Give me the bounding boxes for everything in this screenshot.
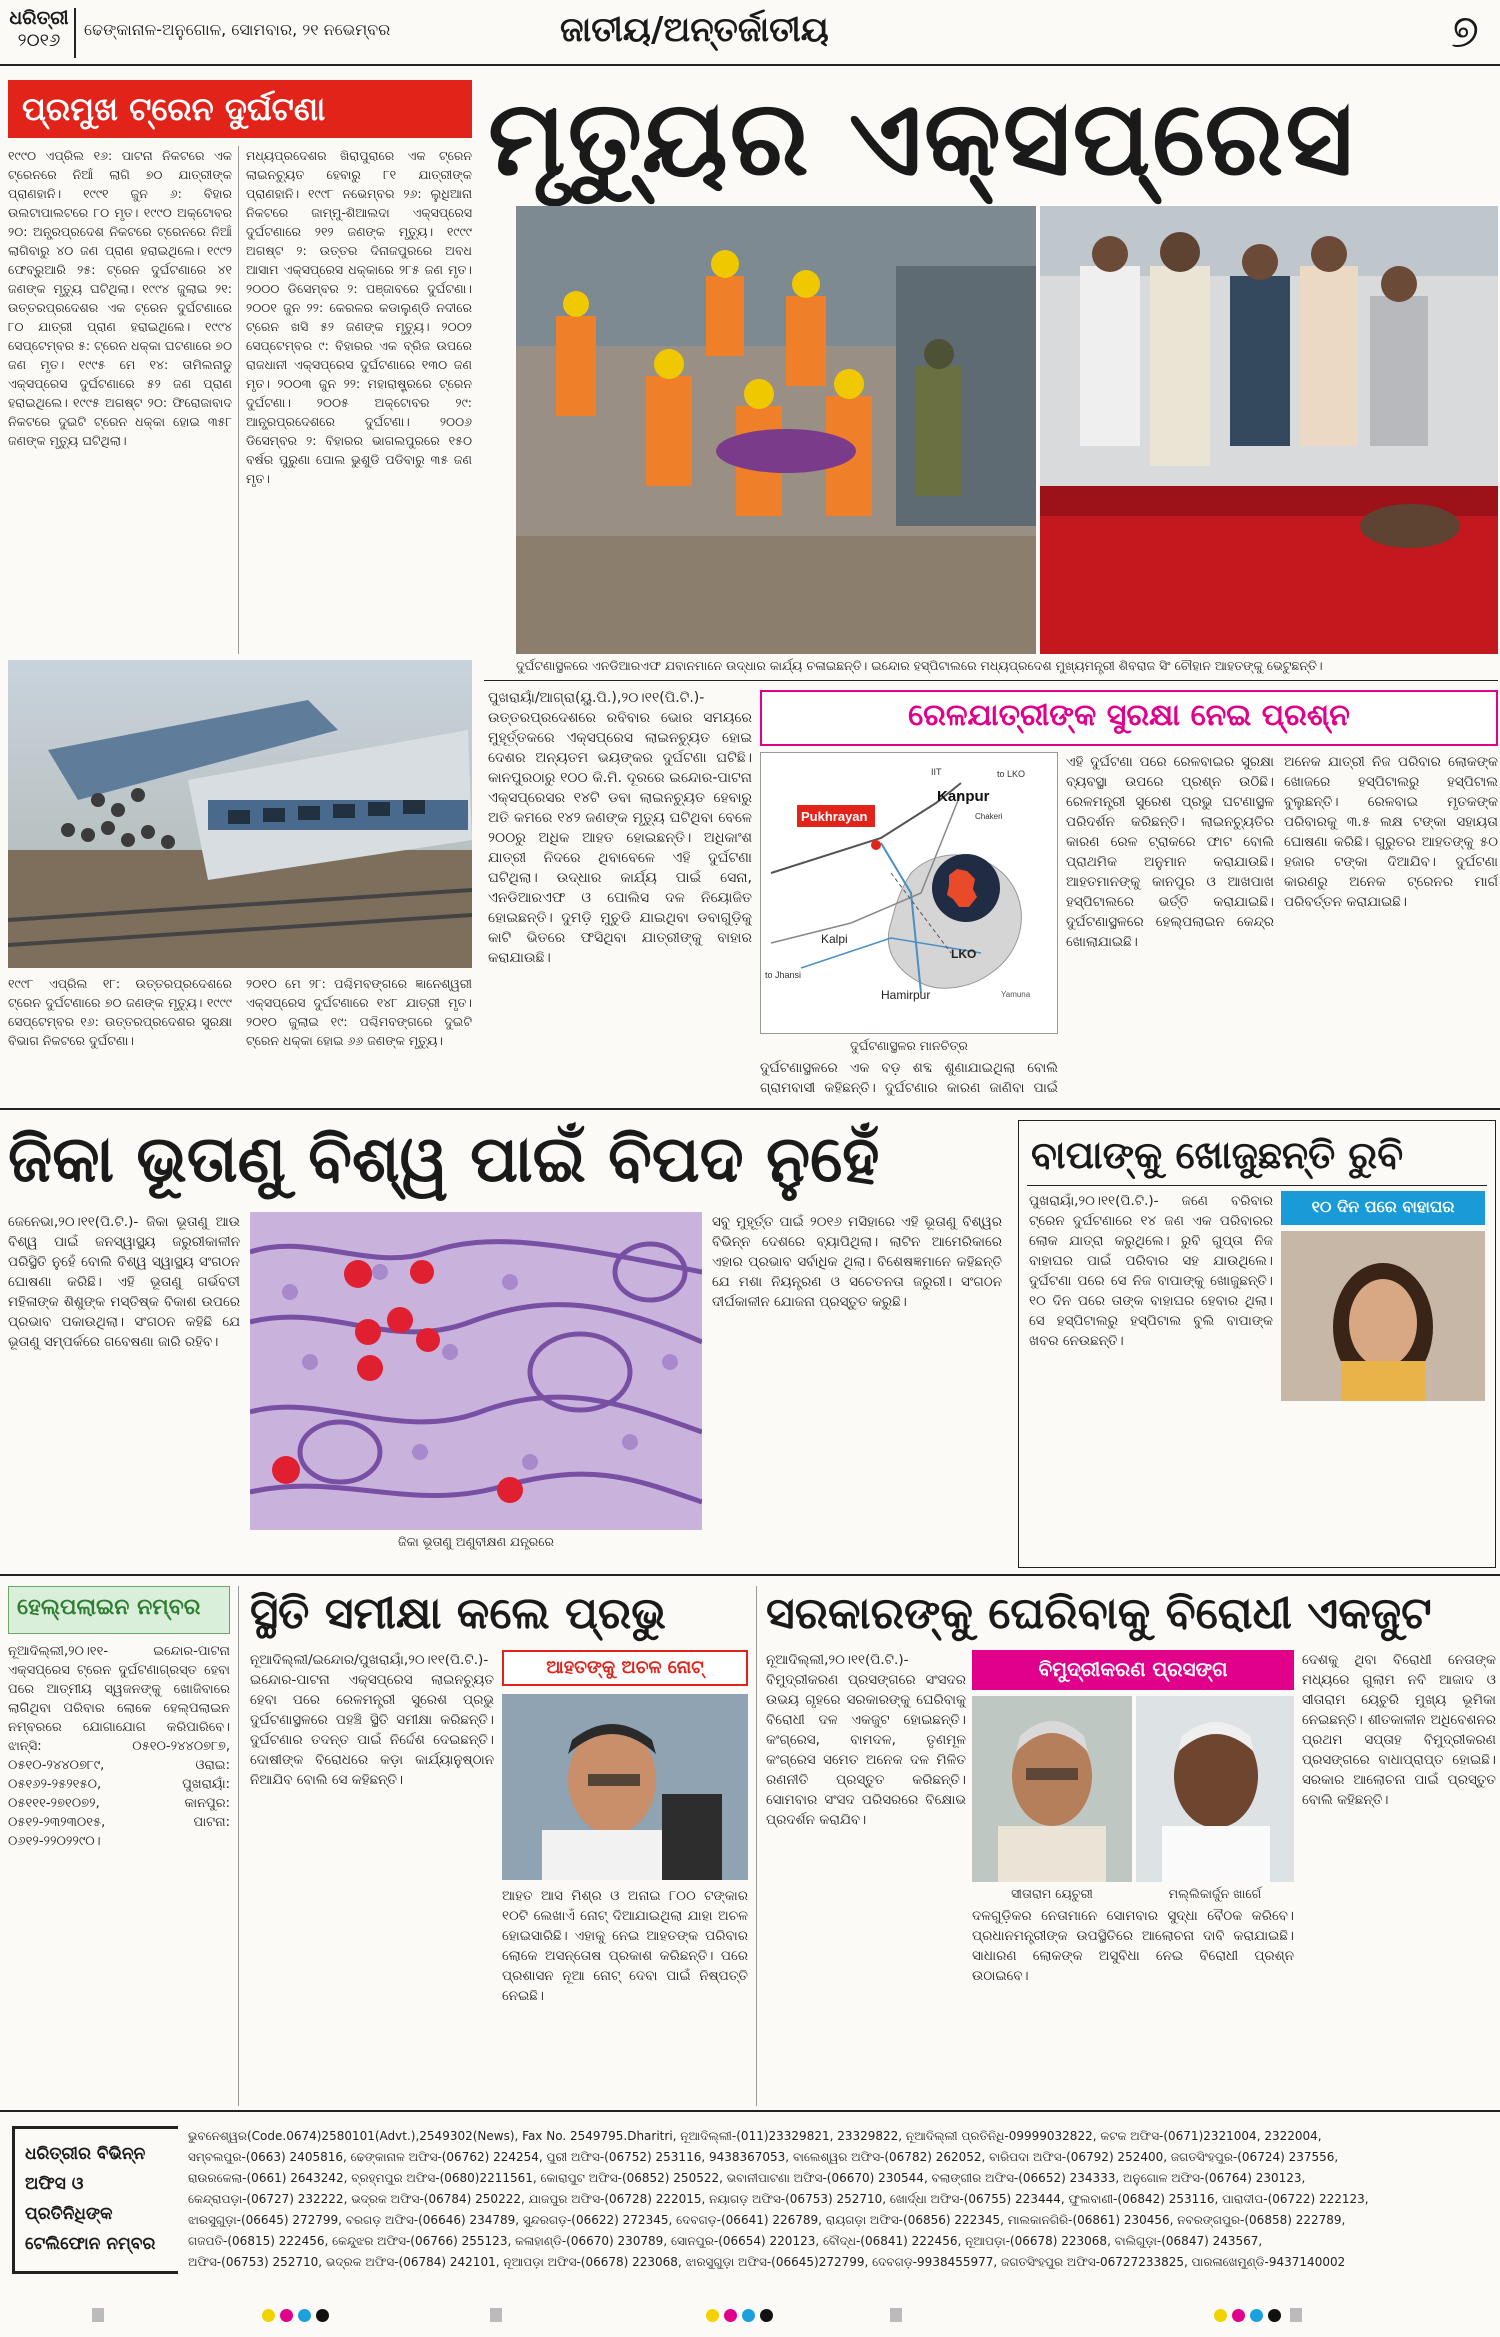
footer-phone-list	[188, 2126, 1494, 2276]
opposition-headline: ସରକାରଙ୍କୁ ଘେରିବାକୁ ବିରୋଧୀ ଏକଜୁଟ	[766, 1588, 1432, 1639]
rubi-story-box	[1018, 1120, 1496, 1568]
lead-headline: ମୃତ୍ୟୁର ଏକ୍ସପ୍ରେସ	[488, 77, 1356, 199]
map-label-pukhrayan: Pukhrayan	[801, 809, 868, 824]
brand-year: ୨୦୧୬	[17, 30, 61, 51]
kharge-caption: ମଲ୍ଲିକାର୍ଜୁନ ଖାର୍ଗେ	[1168, 1886, 1262, 1901]
rubi-tag: ୧୦ ଦିନ ପରେ ବାହାଘର	[1281, 1191, 1485, 1225]
footer-line: ରାଉରକେଲା-(0661) 2643242, ବ୍ରହ୍ମପୁର ଅଫିସ-(0680)2211561, କୋରାପୁଟ ଅଫିସ-(06852) 250522, ଭବାନୀପାଟଣା ଅଫିସ-(06670) 230544, ବଲାଙ୍ଗୀର ଅଫିସ-(06652) 234333, ଅନୁଗୋଳ ଅଫିସ-(06764) 230123,	[188, 2171, 1306, 2185]
kharge-photo	[1136, 1696, 1294, 1882]
map-label-kalpi: Kalpi	[821, 932, 848, 946]
opposition-tag-box: ବିମୁଦ୍ରୀକରଣ ପ୍ରସଙ୍ଗ	[972, 1650, 1294, 1690]
sidebar-col-right: ମଧ୍ୟପ୍ରଦେଶର ଖିରାପୁରାରେ ଏକ ଟ୍ରେନ ଲାଇନଚ୍ୟୁତ ହେବାରୁ ୮୧ ଯାତ୍ରୀଙ୍କ ପ୍ରାଣହାନି। ୧୯୯୮ ନଭେମ୍ବର ୨୬: ଲୁଧିଆନା ନିକଟରେ ଜାମ୍ମୁ-ଶିଆଲଦା ଏକ୍ସପ୍ରେସ ଦୁର୍ଘଟଣାରେ ୨୧୨ ଜଣଙ୍କ ମୃତ୍ୟୁ। ୧୯୯୯ ଅଗଷ୍ଟ ୨: ଉତ୍ତର ଦିନାଜପୁରରେ ଅବଧ ଆସାମ ଏକ୍ସପ୍ରେସ ଧକ୍କାରେ ୨୮୫ ଜଣ ମୃତ। ୨୦୦୦ ଡିସେମ୍ବର ୨: ପଞ୍ଜାବରେ ଦୁର୍ଘଟଣା। ୨୦୦୧ ଜୁନ ୨୨: କେରଳର କଡାଲୁଣ୍ଡି ନଦୀରେ ଟ୍ରେନ ଖସି ୫୨ ଜଣଙ୍କ ମୃତ୍ୟୁ। ୨୦୦୨ ସେପ୍ଟେମ୍ବର ୯: ବିହାରର ଏକ ବ୍ରିଜ ଉପରେ ରାଜଧାନୀ ଏକ୍ସପ୍ରେସ ଦୁର୍ଘଟଣାରେ ୧୩୦ ଜଣ ମୃତ। ୨୦୦୩ ଜୁନ ୨୨: ମହାରାଷ୍ଟ୍ରରେ ଟ୍ରେନ ଦୁର୍ଘଟଣା। ୨୦୦୫ ଅକ୍ଟୋବର ୨୯: ଆନ୍ଧ୍ରପ୍ରଦେଶରେ ଦୁର୍ଘଟଣା। ୨୦୦୬ ଡିସେମ୍ବର ୨: ବିହାରର ଭାଗଲପୁରରେ ୧୫୦ ବର୍ଷର ପୁରୁଣା ପୋଲ ଭୁଶୁଡି ପଡିବାରୁ ୩୫ ଜଣ ମୃତ।	[246, 148, 472, 486]
footer-line: ଅଫିସ-(06753) 252710, ଭଦ୍ରକ ଅଫିସ-(06784) 242101, ନୂଆପଡ଼ା ଅଫିସ-(06678) 223068, ଝାରସୁଗୁଡ଼ା ଅଫିସ-(06645)272799, ଦେବଗଡ଼-9938455977, ଜଗତସିଂହପୁର ଅଫିସ-06727233825, ପାରଳାଖେମୁଣ୍ଡି-9437140002	[188, 2255, 1346, 2269]
derailed-coaches-photo	[8, 660, 472, 968]
footer-line: ଝାରସୁଗୁଡ଼ା-(06645) 272799, ବରଗଡ଼ ଅଫିସ-(06646) 234789, ସୁନ୍ଦରଗଡ଼-(06622) 272345, ଦେବଗଡ଼-(06641) 226789, ରାୟଗଡ଼ା ଅଫିସ-(06856) 222345, ମାଲକାନଗିରି-(06861) 230456, ନବରଙ୍ଗପୁର-(06858) 222789,	[188, 2213, 1346, 2227]
rubi-headline: ବାପାଙ୍କୁ ଖୋଜୁଛନ୍ତି ରୁବି	[1031, 1133, 1404, 1177]
map-label-kanpur: Kanpur	[937, 788, 990, 805]
map-label-lko: LKO	[951, 947, 977, 961]
safety-headline-box	[760, 690, 1498, 746]
section-title: ଜାତୀୟ/ଅନ୍ତର୍ଜାତୀୟ	[560, 10, 829, 50]
lead-photo-caption: ଦୁର୍ଘଟଣାସ୍ଥଳରେ ଏନଡିଆରଏଫ ଯବାନମାନେ ଉଦ୍ଧାର କାର୍ଯ୍ୟ ଚଳାଇଛନ୍ତି। ଇନ୍ଦୋର ହସ୍ପିଟାଲରେ ମଧ୍ୟପ୍ରଦେଶ ମୁଖ୍ୟମନ୍ତ୍ରୀ ଶିବରାଜ ସିଂ ଚୌହାନ ଆହତଙ୍କୁ ଭେଟୁଛନ୍ତି।	[516, 658, 1323, 673]
rubi-body: ପୁଖରାୟାଁ,୨୦।୧୧(ପି.ଟି.)- ଜଣେ ବରିବାର ଟ୍ରେନ ଦୁର୍ଘଟଣାରେ ୧୪ ଜଣ ଏକ ପରିବାରର ଲୋକ ଯାତ୍ରା କରୁଥିଲେ। ରୁବି ଗୁପ୍ତା ନିଜ ବାହାଘର ପାଇଁ ପରିବାର ସହ ଯାଉଥିଲେ। ଦୁର୍ଘଟଣା ପରେ ସେ ନିଜ ବାପାଙ୍କୁ ଖୋଜୁଛନ୍ତି। ୧୦ ଦିନ ପରେ ତାଙ୍କ ବାହାଘର ହେବାର ଥିଲା। ସେ ହସ୍ପିଟାଲରୁ ହସ୍ପିଟାଲ ବୁଲି ବାପାଙ୍କ ଖବର ନେଉଛନ୍ତି।	[1029, 1193, 1273, 1349]
zika-headline: ଜିକା ଭୂତାଣୁ ବିଶ୍ୱ ପାଇଁ ବିପଦ ନୁହେଁ	[8, 1123, 880, 1197]
sidebar-bottom-right: ୨୦୧୦ ମେ ୨୮: ପଶ୍ଚିମବଙ୍ଗରେ ଜ୍ଞାନେଶ୍ୱରୀ ଏକ୍ସପ୍ରେସ ଦୁର୍ଘଟଣାରେ ୧୪୮ ଯାତ୍ରୀ ମୃତ। ୨୦୧୦ ଜୁଲାଇ ୧୯: ପଶ୍ଚିମବଙ୍ଗରେ ଦୁଇଟି ଟ୍ରେନ ଧକ୍କା ହୋଇ ୬୬ ଜଣଙ୍କ ମୃତ୍ୟୁ।	[246, 976, 472, 1048]
footer-line: କେନ୍ଦ୍ରାପଡ଼ା-(06727) 232222, ଭଦ୍ରକ ଅଫିସ-(06784) 250222, ଯାଜପୁର ଅଫିସ-(06728) 222015, ନୟାଗଡ଼ ଅଫିସ-(06753) 252710, ଖୋର୍ଦ୍ଧା ଅଫିସ-(06755) 223444, ଫୁଲବାଣୀ-(06842) 253116, ପାରାଦୀପ-(06722) 222123,	[188, 2192, 1369, 2206]
footer-offices-box	[12, 2126, 178, 2274]
lead-col-3: ଏହି ଦୁର୍ଘଟଣା ପରେ ରେଳବାଇର ସୁରକ୍ଷା ବ୍ୟବସ୍ଥା ଉପରେ ପ୍ରଶ୍ନ ଉଠିଛି। ରେଳମନ୍ତ୍ରୀ ସୁରେଶ ପ୍ରଭୁ ଘଟଣାସ୍ଥଳ ପରିଦର୍ଶନ କରିଛନ୍ତି। ଲାଇନଚ୍ୟୁତିର କାରଣ ରେଳ ଟ୍ରାକରେ ଫାଟ ବୋଲି ପ୍ରାଥମିକ ଅନୁମାନ କରାଯାଉଛି। ଆହତମାନଙ୍କୁ କାନପୁର ଓ ଆଖପାଖ ହସ୍ପିଟାଲରେ ଭର୍ତ୍ତି କରାଯାଇଛି। ଦୁର୍ଘଟଣାସ୍ଥଳରେ ହେଲ୍ପଲାଇନ କେନ୍ଦ୍ର ଖୋଲାଯାଇଛି।	[1066, 754, 1274, 950]
prabhu-col-1: ନୂଆଦିଲ୍ଲୀ/ଇନ୍ଦୋର/ପୁଖରାୟାଁ,୨୦।୧୧(ପି.ଟି.)- ଇନ୍ଦୋର-ପାଟନା ଏକ୍ସପ୍ରେସ ଲାଇନଚ୍ୟୁତ ହେବା ପରେ ରେଳମନ୍ତ୍ରୀ ସୁରେଶ ପ୍ରଭୁ ଦୁର୍ଘଟଣାସ୍ଥଳରେ ପହଞ୍ଚି ସ୍ଥିତି ସମୀକ୍ଷା କରିଛନ୍ତି। ଦୁର୍ଘଟଣାର ତଦନ୍ତ ପାଇଁ ନିର୍ଦ୍ଦେଶ ଦେଇଛନ୍ତି। ଦୋଷୀଙ୍କ ବିରୋଧରେ କଡ଼ା କାର୍ଯ୍ୟାନୁଷ୍ଠାନ ନିଆଯିବ ବୋଲି ସେ କହିଛନ୍ତି।	[250, 1652, 494, 1788]
rescue-photo	[516, 206, 1036, 654]
lead-col-2: ଦୁର୍ଘଟଣାସ୍ଥଳରେ ଏକ ବଡ଼ ଶବ୍ଦ ଶୁଣାଯାଇଥିଲା ବୋଲି ଗ୍ରାମବାସୀ କହିଛନ୍ତି। ଦୁର୍ଘଟଣାର କାରଣ ଜାଣିବା ପାଇଁ	[760, 1060, 1058, 1096]
map-label-to-lko: to LKO	[997, 769, 1026, 779]
hospital-visit-photo	[1040, 206, 1498, 654]
footer-line: ସମ୍ବଲପୁର-(0663) 2405816, ଢେଙ୍କାନାଳ ଅଫିସ-(06762) 224254, ପୁରୀ ଅଫିସ-(06752) 253116, 9438367053, ବାଲେଶ୍ୱର ଅଫିସ-(06782) 262052, ବାରିପଦା ଅଫିସ-(06792) 252400, ଜଗତସିଂହପୁର-(06724) 237556,	[188, 2150, 1339, 2164]
map-label-to-jhansi: to Jhansi	[765, 970, 802, 980]
sidebar-col-left: ୧୯୯୦ ଏପ୍ରିଲ ୧୬: ପାଟନା ନିକଟରେ ଏକ ଟ୍ରେନରେ ନିଆଁ ଲାଗି ୭୦ ଯାତ୍ରୀଙ୍କ ପ୍ରାଣହାନି। ୧୯୯୧ ଜୁନ ୬: ବିହାର ଉଲଟାପାଲଟରେ ୮୦ ମୃତ। ୧୯୯୦ ଅକ୍ଟୋବର ୨୦: ଅନ୍ଧ୍ରପ୍ରଦେଶ ନିକଟରେ ଟ୍ରେନରେ ନିଆଁ ଲାଗିବାରୁ ୪୦ ଜଣ ପ୍ରାଣ ହରାଇଥିଲେ। ୧୯୯୨ ଫେବ୍ରୁଆରି ୨୫: ଟ୍ରେନ ଦୁର୍ଘଟଣାରେ ୪୧ ଜଣଙ୍କ ମୃତ୍ୟୁ ଘଟିଥିଲା। ୧୯୯୪ ଜୁଲାଇ ୨୧: ଉତ୍ତରପ୍ରଦେଶର ଏକ ଟ୍ରେନ ଦୁର୍ଘଟଣାରେ ୮୦ ଯାତ୍ରୀ ପ୍ରାଣ ହରାଇଥିଲେ। ୧୯୯୪ ସେପ୍ଟେମ୍ବର ୫: ଟ୍ରେନ ଧକ୍କା ଘଟଣାରେ ୭୦ ଜଣ ମୃତ। ୧୯୯୫ ମେ ୧୪: ତାମିଲନାଡୁ ଏକ୍ସପ୍ରେସ ଦୁର୍ଘଟଣାରେ ୫୨ ଜଣ ପ୍ରାଣ ହରାଇଥିଲେ। ୧୯୯୫ ଅଗଷ୍ଟ ୨୦: ଫିରୋଜାବାଦ ନିକଟରେ ଦୁଇଟି ଟ୍ରେନ ଧକ୍କା ହୋଇ ୩୫୮ ଜଣଙ୍କ ମୃତ୍ୟୁ ଘଟିଥିଲା।	[8, 148, 232, 448]
yechury-photo	[972, 1696, 1132, 1882]
map-caption: ଦୁର୍ଘଟଣାସ୍ଥଳର ମାନଚିତ୍ର	[850, 1038, 968, 1053]
lead-col-1: ପୁଖରାୟାଁ/ଆଗ୍ରା(ୟୁ.ପି.),୨୦।୧୧(ପି.ଟି.)- ଉତ୍ତରପ୍ରଦେଶରେ ରବିବାର ଭୋର ସମୟରେ ମୁହୂର୍ତ୍ତକରେ ଏକ୍ସପ୍ରେସ ଲାଇନଚ୍ୟୁତ ହୋଇ ଦେଶର ଅନ୍ୟତମ ଭୟଙ୍କର ଦୁର୍ଘଟଣା ଘଟିଛି। କାନପୁରଠାରୁ ୧୦୦ କି.ମି. ଦୂରରେ ଇନ୍ଦୋର-ପାଟନା ଏକ୍ସପ୍ରେସର ୧୪ଟି ଡବା ଲାଇନଚ୍ୟୁତ ହେବାରୁ ଅତି କମରେ ୧୪୨ ଜଣଙ୍କ ମୃତ୍ୟୁ ଘଟିଥିବା ବେଳେ ୨୦୦ରୁ ଅଧିକ ଆହତ ହୋଇଛନ୍ତି। ଅଧିକାଂଶ ଯାତ୍ରୀ ନିଦରେ ଥିବାବେଳେ ଏହି ଦୁର୍ଘଟଣା ଘଟିଥିଲା। ଉଦ୍ଧାର କାର୍ଯ୍ୟ ପାଇଁ ସେନା, ଏନଡିଆରଏଫ ଓ ପୋଲିସ ଦଳ ନିୟୋଜିତ ହୋଇଛନ୍ତି। ଦୁମଡ଼ି ମୁଚୁଡି ଯାଇଥିବା ଡବାଗୁଡ଼ିକୁ କାଟି ଭିତରେ ଫସିଥିବା ଯାତ୍ରୀଙ୍କୁ ବାହାର କରାଯାଉଛି।	[488, 690, 752, 966]
safety-headline: ରେଳଯାତ୍ରୀଙ୍କ ସୁରକ୍ଷା ନେଇ ପ୍ରଶ୍ନ	[908, 698, 1350, 733]
sidebar-bottom-left: ୧୯୯୮ ଏପ୍ରିଲ ୧୮: ଉତ୍ତରପ୍ରଦେଶରେ ଟ୍ରେନ ଦୁର୍ଘଟଣାରେ ୭୦ ଜଣଙ୍କ ମୃତ୍ୟୁ। ୧୯୯୯ ସେପ୍ଟେମ୍ବର ୧୬: ଉତ୍ତରପ୍ରଦେଶର ସୁରକ୍ଷା ବିଭାଗ ନିକଟରେ ଦୁର୍ଘଟଣା।	[8, 976, 232, 1048]
pukhrayan-map	[760, 752, 1058, 1034]
prabhu-col-2: ଆହତ ଆସ ମିଶ୍ର ଓ ଅନାଇ ୮୦୦ ଟଙ୍କାର ୧୦ଟି ଲେଖାଏଁ ନୋଟ୍ ଦିଆଯାଇଥିଲା ଯାହା ଅଚଳ ହୋଇସାରିଛି। ଏହାକୁ ନେଇ ଆହତଙ୍କ ପରିବାର ଲୋକେ ଅସନ୍ତୋଷ ପ୍ରକାଶ କରିଛନ୍ତି। ପରେ ପ୍ରଶାସନ ନୂଆ ନୋଟ୍ ଦେବା ପାଇଁ ନିଷ୍ପତ୍ତି ନେଇଛି।	[502, 1888, 748, 2004]
edition-line: ଢେଙ୍କାନାଳ-ଅନୁଗୋଳ, ସୋମବାର, ୨୧ ନଭେମ୍ବର	[84, 20, 391, 39]
zika-image-caption: ଜିକା ଭୂତାଣୁ ଅଣୁବୀକ୍ଷଣ ଯନ୍ତ୍ରରେ	[398, 1534, 554, 1549]
map-label-chakeri: Chakeri	[975, 812, 1003, 821]
prabhu-tag-box: ଆହତଙ୍କୁ ଅଚଳ ନୋଟ୍	[502, 1650, 748, 1686]
zika-left-body: ଜେନେଭା,୨୦।୧୧(ପି.ଟି.)- ଜିକା ଭୂତାଣୁ ଆଉ ବିଶ୍ୱ ପାଇଁ ଜନସ୍ୱାସ୍ଥ୍ୟ ଜରୁରୀକାଳୀନ ପରିସ୍ଥିତି ନୁହେଁ ବୋଲି ବିଶ୍ୱ ସ୍ୱାସ୍ଥ୍ୟ ସଂଗଠନ ଘୋଷଣା କରିଛି। ଏହି ଭୂତାଣୁ ଗର୍ଭବତୀ ମହିଳାଙ୍କ ଶିଶୁଙ୍କ ମସ୍ତିଷ୍କ ବିକାଶ ଉପରେ ପ୍ରଭାବ ପକାଉଥିଲା। ସଂଗଠନ କହିଛି ଯେ ଭୂତାଣୁ ସମ୍ପର୍କରେ ଗବେଷଣା ଜାରି ରହିବ।	[8, 1214, 240, 1350]
zika-right-body: ସବୁ ମୁହୂର୍ତ୍ତ ପାଇଁ ୨୦୧୬ ମସିହାରେ ଏହି ଭୂତାଣୁ ବିଶ୍ୱର ବିଭିନ୍ନ ଦେଶରେ ବ୍ୟାପିଥିଲା। ଲାଟିନ ଆମେରିକାରେ ଏହାର ପ୍ରଭାବ ସର୍ବାଧିକ ଥିଲା। ବିଶେଷଜ୍ଞମାନେ କହିଛନ୍ତି ଯେ ମଶା ନିୟନ୍ତ୍ରଣ ଓ ସଚେତନତା ଜରୁରୀ। ସଂଗଠନ ଦୀର୍ଘକାଳୀନ ଯୋଜନା ପ୍ରସ୍ତୁତ କରୁଛି।	[712, 1214, 1002, 1310]
footer-box-title: ଧରିତ୍ରୀର ବିଭିନ୍ନ ଅଫିସ ଓ ପ୍ରତିନିଧିଙ୍କ ଟେଲିଫୋନ ନମ୍ବର	[25, 2144, 156, 2254]
prabhu-headline: ସ୍ଥିତି ସମୀକ୍ଷା କଲେ ପ୍ରଭୁ	[250, 1588, 666, 1639]
opposition-col-2: ଦଳଗୁଡ଼ିକର ନେତାମାନେ ସୋମବାର ସୁଦ୍ଧା ବୈଠକ କରିବେ। ପ୍ରଧାନମନ୍ତ୍ରୀଙ୍କ ଉପସ୍ଥିତିରେ ଆଲୋଚନା ଦାବି କରାଯାଇଛି। ସାଧାରଣ ଲୋକଙ୍କ ଅସୁବିଧା ନେଇ ବିରୋଧୀ ପ୍ରଶ୍ନ ଉଠାଇବେ।	[972, 1908, 1294, 1984]
helpline-body: ନୂଆଦିଲ୍ଲୀ,୨୦।୧୧- ଇନ୍ଦୋର-ପାଟନା ଏକ୍ସପ୍ରେସ ଟ୍ରେନ ଦୁର୍ଘଟଣାଗ୍ରସ୍ତ ହେବା ପରେ ଆତ୍ମୀୟ ସ୍ୱଜନଙ୍କୁ ଖୋଜିବାରେ ଲାଗିଥିବା ପରିବାର ଲୋକେ ହେଲ୍ପଲାଇନ ନମ୍ବରରେ ଯୋଗାଯୋଗ କରିପାରିବେ। ଝାନ୍ସି: ୦୫୧୦-୨୪୪୦୭୮୭, ୦୫୧୦-୨୪୪୦୭୮୯, ଓରାଇ: ୦୫୧୬୨-୨୫୨୧୫୦, ପୁଖରାୟାଁ: ୦୫୧୧୧-୨୭୧୦୭୨, କାନପୁର: ୦୫୧୨-୨୩୨୩୦୧୫, ପାଟନା: ୦୬୧୨-୨୨୦୨୨୯୦।	[8, 1644, 230, 1849]
map-label-iit: IIT	[931, 767, 942, 777]
footer-line: ଭୁବନେଶ୍ୱର(Code.0674)2580101(Advt.),2549302(News), Fax No. 2549795.Dharitri, ନୂଆଦିଲ୍ଲୀ-(011)23329821, 23329822, ନୂଆଦିଲ୍ଲୀ ପ୍ରତିନିଧି-09999032822, କଟକ ଅଫିସ-(0671)2321004, 2322004,	[188, 2129, 1322, 2143]
map-label-yamuna: Yamuna	[1001, 990, 1031, 999]
lead-col-4: ଅନେକ ଯାତ୍ରୀ ନିଜ ପରିବାର ଲୋକଙ୍କ ଖୋଜରେ ହସ୍ପିଟାଲରୁ ହସ୍ପିଟାଲ ବୁଲୁଛନ୍ତି। ରେଳବାଇ ମୃତକଙ୍କ ପରିବାରକୁ ୩.୫ ଲକ୍ଷ ଟଙ୍କା ସହାୟତା ଘୋଷଣା କରିଛି। ଗୁରୁତର ଆହତଙ୍କୁ ୫୦ ହଜାର ଟଙ୍କା ଦିଆଯିବ। ଦୁର୍ଘଟଣା କାରଣରୁ ଅନେକ ଟ୍ରେନର ମାର୍ଗ ପରିବର୍ତ୍ତନ କରାଯାଇଛି।	[1284, 754, 1498, 910]
page-number: ୭	[1450, 4, 1480, 58]
registration-marks	[0, 2300, 1500, 2330]
zika-virus-image	[250, 1212, 702, 1530]
brand-name: ଧରିତ୍ରୀ	[9, 7, 69, 29]
opposition-col-3: ଦେଶକୁ ଥିବା ବିରୋଧୀ ନେତାଙ୍କ ମଧ୍ୟରେ ଗୁଲାମ ନବି ଆଜାଦ ଓ ସୀତାରାମ ୟେଚୁରି ମୁଖ୍ୟ ଭୂମିକା ନେଇଛନ୍ତି। ଶୀତକାଳୀନ ଅଧିବେଶନର ପ୍ରଥମ ସପ୍ତାହ ବିମୁଦ୍ରୀକରଣ ପ୍ରସଙ୍ଗରେ ବାଧାପ୍ରାପ୍ତ ହୋଇଛି। ସରକାର ଆଲୋଚନା ପାଇଁ ପ୍ରସ୍ତୁତ ବୋଲି କହିଛନ୍ତି।	[1302, 1652, 1496, 1808]
yechury-caption: ସୀତାରାମ ୟେଚୁରୀ	[1011, 1886, 1093, 1901]
rubi-portrait	[1281, 1231, 1485, 1401]
map-label-hamirpur: Hamirpur	[881, 988, 931, 1002]
helpline-title-box: ହେଲ୍ପଲାଇନ ନମ୍ବର	[8, 1586, 230, 1634]
sidebar-title: ପ୍ରମୁଖ ଟ୍ରେନ ଦୁର୍ଘଟଣା	[8, 80, 472, 138]
opposition-col-1: ନୂଆଦିଲ୍ଲୀ,୨୦।୧୧(ପି.ଟି.)- ବିମୁଦ୍ରୀକରଣ ପ୍ରସଙ୍ଗରେ ସଂସଦର ଉଭୟ ଗୃହରେ ସରକାରଙ୍କୁ ଘେରିବାକୁ ବିରୋଧୀ ଦଳ ଏକଜୁଟ ହୋଇଛନ୍ତି। କଂଗ୍ରେସ, ବାମଦଳ, ତୃଣମୂଳ କଂଗ୍ରେସ ସମେତ ଅନେକ ଦଳ ମିଳିତ ରଣନୀତି ପ୍ରସ୍ତୁତ କରିଛନ୍ତି। ସୋମବାର ସଂସଦ ପରିସରରେ ବିକ୍ଷୋଭ ପ୍ରଦର୍ଶନ କରାଯିବ।	[766, 1652, 966, 1828]
masthead	[0, 0, 1500, 66]
footer-line: ଗଜପତି-(06815) 222456, କେନ୍ଦୁଝର ଅଫିସ-(06766) 255123, କଳାହାଣ୍ଡି-(06670) 230789, ସୋନପୁର-(06654) 220123, ବୌଦ୍ଧ-(06841) 222456, ନୂଆପଡ଼ା-(06678) 223068, ବାଲିଗୁଡ଼ା-(06847) 243567,	[188, 2234, 1263, 2248]
suresh-prabhu-photo	[502, 1694, 748, 1880]
brand-logo	[8, 6, 70, 60]
